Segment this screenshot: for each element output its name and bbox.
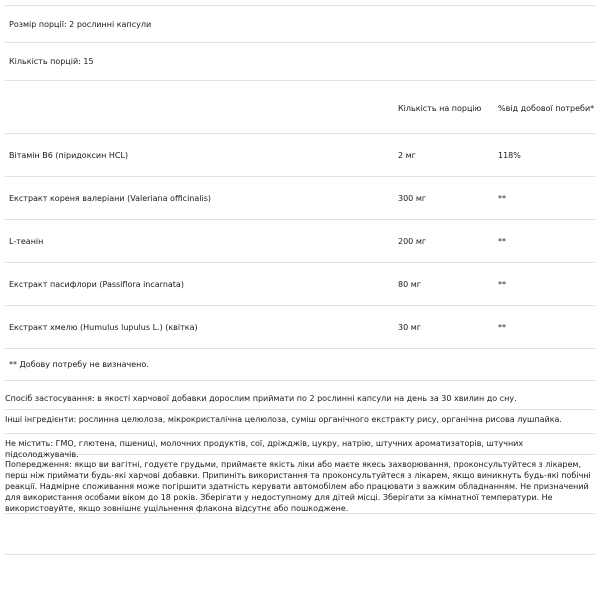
ingredient-name: Екстракт кореня валеріани (Valeriana officinalis) bbox=[5, 177, 394, 220]
serving-size: Розмір порції: 2 рослинні капсули bbox=[5, 6, 595, 43]
table-header-row bbox=[5, 81, 595, 134]
header-daily-value: %від добової потреби* bbox=[494, 81, 595, 134]
divider bbox=[5, 514, 595, 555]
table-row bbox=[5, 177, 595, 220]
table-row bbox=[5, 220, 595, 263]
table-row bbox=[5, 263, 595, 306]
footnote: ** Добову потребу не визначено. bbox=[5, 349, 595, 381]
other-ingredients: Інші інгредієнти: рослинна целюлоза, мікрокристалічна целюлоза, суміш органічного екстракту рису, органічна рисова лушпайка. bbox=[5, 410, 595, 434]
ingredient-amount: 80 мг bbox=[394, 263, 494, 306]
warnings: Попередження: якщо ви вагітні, годуєте грудьми, приймаєте якість ліки або маєте якесь захворювання, проконсультуйтеся з лікарем, перш ніж приймати будь-які харчові добавки. Припиніть використання та проконсультуйтеся з лікарем, якщо виникнуть будь-які побічні реакції. Надмірне споживання може погіршити здатність керувати автомобілем або працювати з важким обладнанням. Не призначений для використання особами віком до 18 років. Зберігати у недоступному для дітей місці. Зберігати за кімнатної температури. Не використовуйте, якщо зовнішнє ущільнення флакона відсутнє або пошкоджене. bbox=[5, 455, 595, 514]
ingredient-name: Вітамін В6 (піридоксин HCL) bbox=[5, 134, 394, 177]
table-row bbox=[5, 306, 595, 349]
ingredient-amount: 30 мг bbox=[394, 306, 494, 349]
ingredient-name: Екстракт хмелю (Humulus lupulus L.) (квітка) bbox=[5, 306, 394, 349]
ingredient-amount: 200 мг bbox=[394, 220, 494, 263]
serving-count: Кількість порцій: 15 bbox=[5, 43, 595, 81]
ingredient-dv: ** bbox=[494, 263, 595, 306]
supplement-table bbox=[5, 5, 595, 349]
ingredient-amount: 2 мг bbox=[394, 134, 494, 177]
ingredient-dv: ** bbox=[494, 177, 595, 220]
serving-size-row bbox=[5, 6, 595, 43]
ingredient-dv: ** bbox=[494, 306, 595, 349]
header-empty bbox=[5, 81, 394, 134]
usage-directions: Спосіб застосування: в якості харчової добавки дорослим приймати по 2 рослинні капсули на день за 30 хвилин до сну. bbox=[5, 389, 595, 410]
ingredient-name: L-теанін bbox=[5, 220, 394, 263]
serving-count-row bbox=[5, 43, 595, 81]
ingredient-dv: 118% bbox=[494, 134, 595, 177]
ingredient-amount: 300 мг bbox=[394, 177, 494, 220]
table-row bbox=[5, 134, 595, 177]
does-not-contain: Не містить: ГМО, глютена, пшениці, молочних продуктів, сої, дріжджів, цукру, натрію, штучних ароматизаторів, штучних підсолоджувачів. bbox=[5, 434, 595, 455]
header-amount: Кількість на порцію bbox=[394, 81, 494, 134]
ingredient-dv: ** bbox=[494, 220, 595, 263]
ingredient-name: Екстракт пасифлори (Passiflora incarnata) bbox=[5, 263, 394, 306]
supplement-facts bbox=[5, 5, 595, 555]
